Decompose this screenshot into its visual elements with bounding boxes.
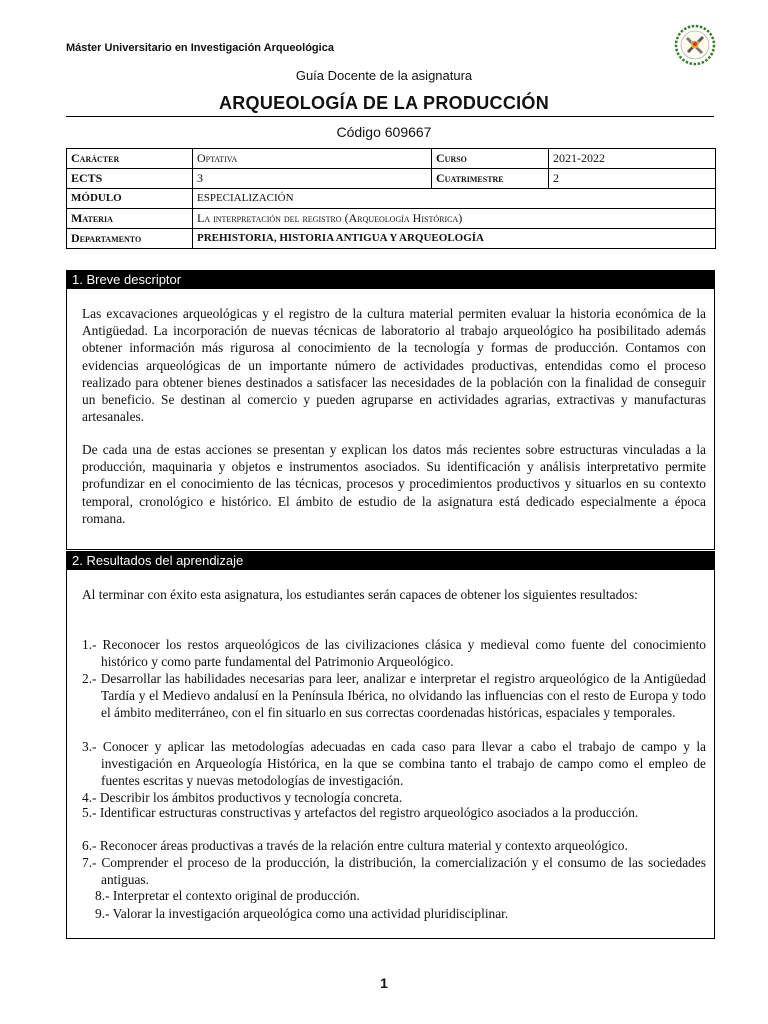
table-row — [67, 149, 716, 169]
section-heading-resultados: 2. Resultados del aprendizaje — [66, 551, 715, 570]
departamento-value: PREHISTORIA, HISTORIA ANTIGUA Y ARQUEOLOGÍA — [193, 229, 716, 249]
list-item: 1.- Reconocer los restos arqueológicos de las civilizaciones clásica y medieval como fuente del conocimiento histórico y como parte fundamental del Patrimonio Arqueológico. — [82, 637, 706, 670]
cuatrimestre-value: 2 — [549, 169, 716, 189]
descriptor-paragraph-2: De cada una de estas acciones se presentan y explican los datos más recientes sobre estructuras vinculadas a la producción, maquinaria y objetos e instrumentos asociados. Su identificación y análisis interpretativo permite profundizar en el conocimiento de las técnicas, procesos y procedimientos productivos y situarlos en su contexto temporal, cronológico e histórico. El ámbito de estudio de la asignatura está dedicado especialmente a época romana. — [82, 442, 706, 526]
title-divider — [66, 116, 714, 117]
table-row — [67, 189, 716, 209]
cuatrimestre-label: Cuatrimestre — [432, 169, 549, 189]
guide-subtitle: Guía Docente de la asignatura — [295, 68, 473, 83]
curso-value: 2021-2022 — [549, 149, 716, 169]
caracter-value: Optativa — [193, 149, 432, 169]
university-seal-icon — [674, 24, 716, 66]
departamento-label: Departamento — [67, 229, 193, 249]
modulo-value: ESPECIALIZACIÓN — [193, 189, 716, 209]
course-info-table — [66, 148, 716, 249]
list-item: 8.- Interpretar el contexto original de producción. — [95, 888, 360, 903]
list-item: 9.- Valorar la investigación arqueológica como una actividad pluridisciplinar. — [95, 906, 509, 921]
list-item: 7.- Comprender el proceso de la producción, la distribución, la comercialización y el consumo de las sociedades antiguas. — [82, 855, 706, 888]
list-item: 5.- Identificar estructuras constructivas y artefactos del registro arqueológico asociados a la producción. — [82, 805, 639, 820]
ects-label: ECTS — [67, 169, 193, 189]
caracter-label: Carácter — [67, 149, 193, 169]
section-heading-breve-descriptor: 1. Breve descriptor — [66, 270, 715, 289]
page-title: ARQUEOLOGÍA DE LA PRODUCCIÓN — [218, 93, 550, 113]
ects-value: 3 — [193, 169, 432, 189]
modulo-label: MÓDULO — [67, 189, 193, 209]
table-row — [67, 229, 716, 249]
results-intro: Al terminar con éxito esta asignatura, los estudiantes serán capaces de obtener los siguientes resultados: — [82, 587, 638, 602]
institution-name: Máster Universitario en Investigación Arqueológica — [66, 42, 334, 54]
descriptor-paragraph-1: Las excavaciones arqueológicas y el registro de la cultura material permiten evaluar la historia económica de la Antigüedad. La incorporación de nuevas técnicas de laboratorio al trabajo arqueológico ha posibilitado además obtener información más rigurosa al conocimiento de la tecnología y formas de producción. Contamos con evidencias arqueológicas de un importante número de actividades productivas, entendidas como el proceso realizado para obtener bienes destinados a satisfacer las necesidades de la población con la finalidad de conseguir un beneficio. Se destinan al comercio y pueden agruparse en actividades agrarias, extractivas y manufacturas artesanales. — [82, 306, 706, 425]
list-item: 3.- Conocer y aplicar las metodologías adecuadas en cada caso para llevar a cabo el trabajo de campo y la investigación en Arqueología Histórica, en la que se combina tanto el trabajo de campo como el empleo de fuentes escritas y nuevas metodologías de investigación. — [82, 739, 706, 789]
list-item: 2.- Desarrollar las habilidades necesarias para leer, analizar e interpretar el registro arqueológico de la Antigüedad Tardía y el Medievo andalusí en la Península Ibérica, no olvidando las influencias con el resto de Europa y todo el ámbito mediterráneo, con el fin situarlo en sus correctas coordenadas históricas, espaciales y temporales. — [82, 671, 706, 721]
list-item: 6.- Reconocer áreas productivas a través de la relación entre cultura material y contexto arqueológico. — [82, 838, 628, 853]
list-item: 4.- Describir los ámbitos productivos y tecnología concreta. — [82, 790, 403, 805]
table-row — [67, 169, 716, 189]
curso-label: Curso — [432, 149, 549, 169]
course-code: Código 609667 — [336, 124, 432, 140]
table-row — [67, 209, 716, 229]
page-number: 1 — [380, 975, 388, 991]
materia-label: Materia — [67, 209, 193, 229]
materia-value: La interpretación del registro (Arqueología Histórica) — [193, 209, 716, 229]
